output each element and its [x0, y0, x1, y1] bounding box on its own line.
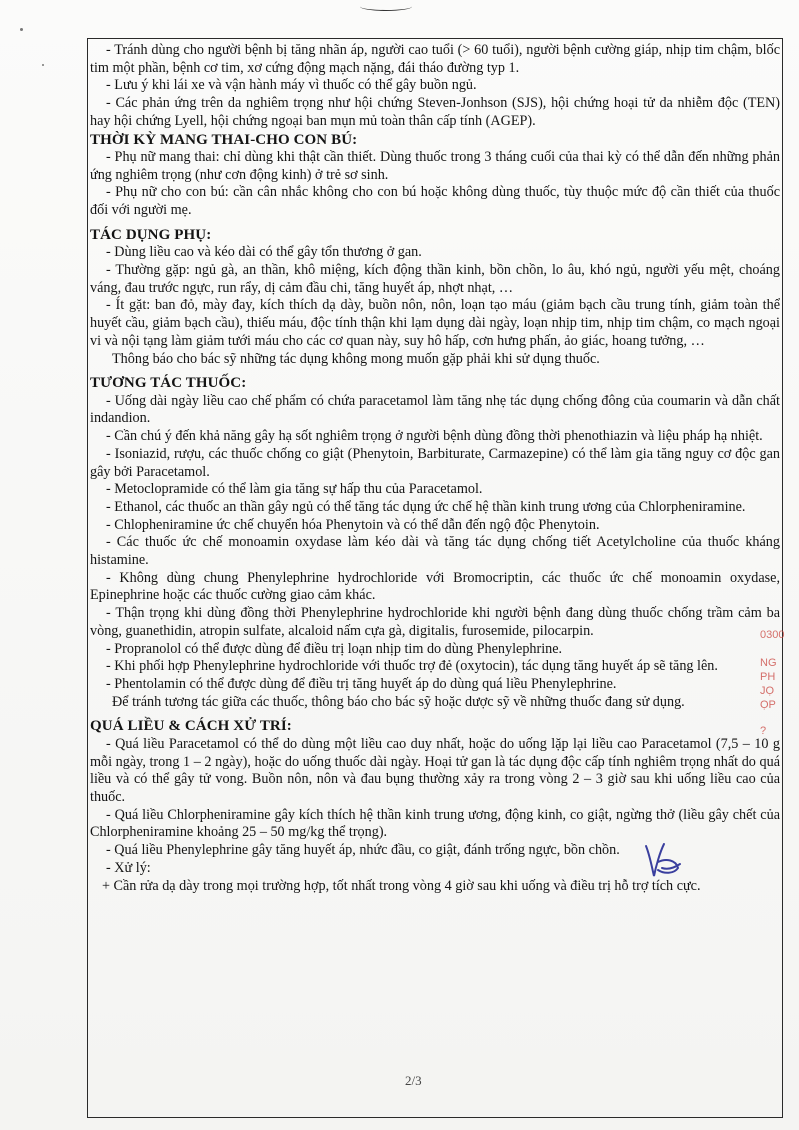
- paragraph: - Tránh dùng cho người bệnh bị tăng nhãn áp, người cao tuổi (> 60 tuổi), người bệnh cường giáp, nhịp tim chậm, blốc tim một phần, bệnh cơ tim, xơ cứng động mạch nặng, đái tháo đường typ 1.: [90, 42, 780, 76]
- paragraph: - Thận trọng khi dùng đồng thời Phenylephrine hydrochloride khi người bệnh đang dùng thuốc chống trầm cảm ba vòng, guanethidin, atropin sulfate, alcaloid nấm cựa gà, digitalis, furosemide, pilocarpin.: [90, 605, 780, 639]
- signature-icon: [640, 838, 686, 880]
- paragraph: - Isoniazid, rượu, các thuốc chống co giật (Phenytoin, Barbiturate, Carmazepine) có thể làm gia tăng nguy cơ độc gan gây bởi Paracetamol.: [90, 445, 780, 480]
- paragraph: - Quá liều Phenylephrine gây tăng huyết áp, nhức đầu, co giật, đánh trống ngực, bồn chồn.: [106, 842, 620, 859]
- edge-fragment: 0300: [760, 629, 785, 641]
- scan-speck: [20, 28, 23, 31]
- paragraph: - Metoclopramide có thể làm gia tăng sự hấp thu của Paracetamol.: [106, 481, 483, 498]
- edge-fragment: PH: [760, 671, 776, 683]
- paragraph: - Cần chú ý đến khả năng gây hạ sốt nghiêm trọng ở người bệnh dùng đồng thời phenothiazin và liệu pháp hạ nhiệt.: [106, 428, 763, 445]
- paragraph: - Các phản ứng trên da nghiêm trọng như hội chứng Steven-Jonhson (SJS), hội chứng hoại tử da nhiễm độc (TEN) hay hội chứng Lyell, hội chứng ngoại ban mụn mủ toàn thân cấp tính (AGEP).: [90, 95, 780, 129]
- paragraph: Để tránh tương tác giữa các thuốc, thông báo cho bác sỹ hoặc dược sỹ về những thuốc đang sử dụng.: [112, 693, 685, 710]
- paragraph: - Dùng liều cao và kéo dài có thể gây tổn thương ở gan.: [106, 244, 422, 261]
- paragraph: - Ít gặt: ban đỏ, mày đay, kích thích dạ dày, buồn nôn, nôn, loạn tạo máu (giảm bạch cầu trung tính, giảm toàn thể huyết cầu, giảm bạch cầu), thiếu máu, độc tính thận khi lạm dụng dài ngày, loạn nhịp tim, nhịp tim chậm, co mạch ngoại vi và nội tạng làm giảm tưới máu cho các cơ quan này, suy hô hấp, cơn hưng phấn, ảo giác, hoang tưởng, …: [90, 297, 780, 349]
- paragraph: - Uống dài ngày liều cao chế phẩm có chứa paracetamol làm tăng nhẹ tác dụng chống đông của coumarin và dẫn chất indandion.: [90, 392, 780, 427]
- paragraph: - Thường gặp: ngủ gà, an thần, khô miệng, kích động thần kinh, bồn chồn, lo âu, khó ngủ, người yếu mệt, choáng váng, đau trước ngực, run rẩy, dị cảm đầu chi, tăng huyết áp, nhợt nhạt, …: [90, 262, 780, 296]
- edge-fragment: ?: [760, 725, 767, 737]
- paragraph: - Phụ nữ cho con bú: cần cân nhắc không cho con bú hoặc không dùng thuốc, tùy thuộc mức độ cần thiết của thuốc đối với người mẹ.: [90, 184, 780, 219]
- edge-fragment: NG: [760, 657, 777, 669]
- paragraph: - Quá liều Paracetamol có thể do dùng một liều cao duy nhất, hoặc do uống lặp lại liều cao Paracetamol (7,5 – 10 g mỗi ngày, trong 1 – 2 ngày), hoặc do uống thuốc dài ngày. Hoại tử gan là tác dụng độc cấp tính nghiêm trọng nhất do quá liều và có thể gây tử vong. Buồn nôn, nôn và đau bụng thường xảy ra trong vòng 2 – 3 giờ sau khi uống liều cao của thuốc.: [90, 735, 780, 806]
- edge-fragment: JỌ: [760, 685, 775, 697]
- document-body: [90, 42, 780, 895]
- paragraph: - Khi phối hợp Phenylephrine hydrochloride với thuốc trợ đẻ (oxytocin), tác dụng tăng huyết áp sẽ tăng lên.: [106, 658, 718, 675]
- paragraph: Thông báo cho bác sỹ những tác dụng không mong muốn gặp phải khi sử dụng thuốc.: [112, 350, 600, 367]
- paragraph: - Xử lý:: [106, 859, 151, 876]
- edge-fragment: ỌP: [760, 699, 776, 711]
- paragraph: - Phentolamin có thể được dùng để điều trị tăng huyết áp do dùng quá liều Phenylephrine.: [106, 676, 617, 692]
- section-heading: TƯƠNG TÁC THUỐC:: [90, 375, 247, 392]
- paragraph: - Không dùng chung Phenylephrine hydrochloride với Bromocriptin, các thuốc ức chế monoamin oxydase, Epinephrine hoặc các thuốc cường giao cảm khác.: [90, 569, 780, 604]
- scan-speck: [42, 64, 44, 66]
- paragraph: - Ethanol, các thuốc an thần gây ngủ có thể tăng tác dụng ức chế hệ thần kinh trung ương của Chlorpheniramine.: [106, 498, 746, 515]
- right-edge-stamp-fragments: [760, 420, 799, 780]
- paragraph: + Cần rửa dạ dày trong mọi trường hợp, tốt nhất trong vòng 4 giờ sau khi uống và điều trị hỗ trợ tích cực.: [102, 877, 701, 894]
- paragraph: - Lưu ý khi lái xe và vận hành máy vì thuốc có thể gây buồn ngủ.: [106, 77, 477, 94]
- paragraph: - Propranolol có thể được dùng để điều trị loạn nhịp tim do dùng Phenylephrine.: [106, 640, 563, 657]
- section-heading: QUÁ LIỀU & CÁCH XỬ TRÍ:: [90, 718, 292, 735]
- paragraph: - Quá liều Chlorpheniramine gây kích thích hệ thần kinh trung ương, động kinh, co giật, ngừng thở (liều gây chết của Chlorpheniramine khoảng 25 – 50 mg/kg thể trọng).: [90, 806, 780, 841]
- section-heading: TÁC DỤNG PHỤ:: [90, 226, 212, 243]
- page-number: 2/3: [405, 1073, 422, 1088]
- paragraph: - Chlopheniramine ức chế chuyển hóa Phenytoin và có thể dẫn đến ngộ độc Phenytoin.: [106, 516, 600, 533]
- top-edge-mark: [360, 2, 412, 11]
- section-heading: THỜI KỲ MANG THAI-CHO CON BÚ:: [90, 131, 358, 148]
- paragraph: - Phụ nữ mang thai: chỉ dùng khi thật cần thiết. Dùng thuốc trong 3 tháng cuối của thai kỳ có thể dẫn đến những phản ứng nghiêm trọng (như cơn động kinh) ở trẻ sơ sinh.: [90, 149, 780, 183]
- signature-mark: [640, 838, 686, 885]
- paragraph: - Các thuốc ức chế monoamin oxydase làm kéo dài và tăng tác dụng chống tiết Acetylcholine của thuốc kháng histamine.: [90, 534, 780, 569]
